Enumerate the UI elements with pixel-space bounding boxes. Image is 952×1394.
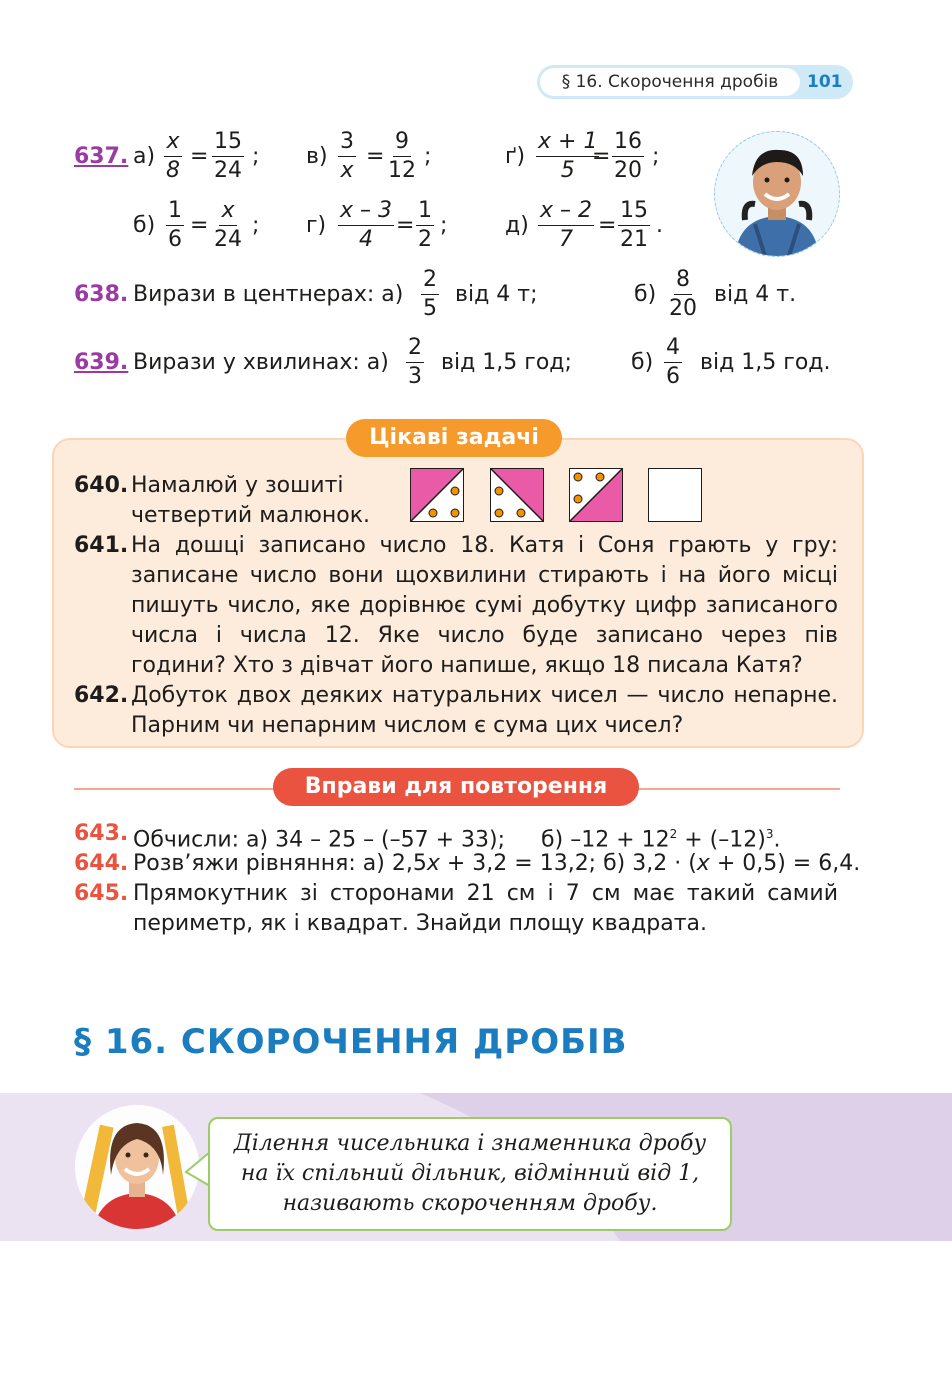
pattern-square-3 bbox=[569, 468, 623, 522]
pattern-square-empty bbox=[648, 468, 702, 522]
problem-642-text: Добуток двох деяких натуральних чисел — число непарне. Парним чи непарним числом є сума цих чисел? bbox=[131, 683, 838, 738]
equals-sign: = bbox=[190, 213, 209, 238]
fraction-638-a: $\frac{2}{5}$ bbox=[423, 267, 437, 321]
problem-643-text: Обчисли: а) 34 – 25 – (–57 + 33); б) $-12 + 12^2 + (-12)^3$. bbox=[133, 827, 781, 853]
page-number: 101 bbox=[807, 72, 843, 92]
running-header bbox=[537, 65, 853, 99]
repeat-exercises-title: Вправи для повторення bbox=[273, 768, 639, 806]
fraction-637-v-left: $\frac{3}{x}$ bbox=[340, 129, 354, 183]
boy-photo bbox=[714, 131, 840, 257]
fraction-637-a-left: $\frac{x}{8}$ bbox=[166, 129, 180, 183]
problem-640-line1: Намалюй у зошиті bbox=[131, 473, 344, 498]
label-637-g2: ґ) bbox=[505, 144, 526, 169]
label-638-b: б) bbox=[634, 282, 657, 307]
fraction-637-a-right: $\frac{15}{24}$ bbox=[214, 129, 242, 183]
equals-sign: = bbox=[598, 213, 617, 238]
problem-639-a-end: від 1,5 год; bbox=[441, 350, 572, 375]
fraction-639-a: $\frac{2}{3}$ bbox=[408, 335, 422, 389]
fraction-637-g2-left: $\frac{x + 1}{5}$ bbox=[538, 129, 598, 183]
fraction-638-b: $\frac{8}{20}$ bbox=[669, 267, 697, 321]
definition-line-1: Ділення чисельника і знаменника дробу bbox=[233, 1131, 707, 1156]
problem-644-text: Розв’яжи рівняння: а) 2,5x + 3,2 = 13,2; б) 3,2 · (x + 0,5) = 6,4. bbox=[133, 851, 861, 876]
fraction-637-d-right: $\frac{15}{21}$ bbox=[620, 198, 648, 252]
problem-641-text: На дошці записано число 18. Катя і Соня грають у гру: записане число вони щохвилини стирають і на його місці пишуть число, яке дорівнює сумі добутку цифр записаного числа і числа 12. Яке число буде записано через пів години? Хто з дівчат його напише, якщо 18 писала Катя? bbox=[131, 533, 838, 678]
interesting-problems-title: Цікаві задачі bbox=[346, 419, 562, 457]
equals-sign: = bbox=[592, 144, 611, 169]
equals-sign: = bbox=[396, 213, 415, 238]
label-639-b: б) bbox=[631, 350, 654, 375]
header-section-title: § 16. Скорочення дробів bbox=[540, 68, 800, 96]
fraction-637-g-left: $\frac{x - 3}{4}$ bbox=[340, 198, 393, 252]
label-637-g: г) bbox=[306, 213, 327, 238]
definition-text bbox=[220, 1129, 720, 1219]
fraction-637-g-right: $\frac{1}{2}$ bbox=[418, 198, 432, 252]
problem-number-640: 640. bbox=[74, 473, 129, 498]
problem-639-b-end: від 1,5 год. bbox=[700, 350, 831, 375]
punctuation: ; bbox=[424, 144, 432, 169]
problem-638-a-end: від 4 т; bbox=[455, 282, 538, 307]
fraction-637-g2-right: $\frac{16}{20}$ bbox=[614, 129, 642, 183]
problem-number-637: 637. bbox=[74, 144, 129, 169]
label-637-v: в) bbox=[306, 144, 328, 169]
girl-photo bbox=[75, 1105, 199, 1229]
problem-639-text: Вирази у хвилинах: а) bbox=[133, 350, 389, 375]
punctuation: ; bbox=[252, 144, 260, 169]
definition-line-2: на їх спільний дільник, відмінний від 1, bbox=[240, 1161, 700, 1186]
punctuation: ; bbox=[252, 213, 260, 238]
problem-number-642: 642. bbox=[74, 683, 129, 708]
definition-bubble bbox=[208, 1117, 732, 1231]
fraction-637-b-left: $\frac{1}{6}$ bbox=[168, 198, 182, 252]
section-title: § 16. СКОРОЧЕННЯ ДРОБІВ bbox=[74, 1022, 628, 1062]
equals-sign: = bbox=[190, 144, 209, 169]
problem-number-644: 644. bbox=[74, 851, 129, 876]
problem-number-639: 639. bbox=[74, 350, 129, 375]
problem-638-text: Вирази в центнерах: а) bbox=[133, 282, 404, 307]
punctuation: . bbox=[656, 213, 663, 238]
problem-645-text: Прямокутник зі сторонами 21 см і 7 см має такий самий периметр, як і квадрат. Знайди площу квадрата. bbox=[133, 881, 838, 936]
problem-638-b-end: від 4 т. bbox=[714, 282, 797, 307]
punctuation: ; bbox=[652, 144, 660, 169]
label-637-a: а) bbox=[133, 144, 156, 169]
definition-line-3: називають скороченням дробу. bbox=[282, 1191, 658, 1216]
fraction-637-v-right: $\frac{9}{12}$ bbox=[388, 129, 416, 183]
fraction-639-b: $\frac{4}{6}$ bbox=[666, 335, 680, 389]
label-637-b: б) bbox=[133, 213, 156, 238]
pattern-square-2 bbox=[490, 468, 544, 522]
equals-sign: = bbox=[366, 144, 385, 169]
problem-number-643: 643. bbox=[74, 821, 129, 846]
label-637-d: д) bbox=[505, 213, 529, 238]
problem-number-638: 638. bbox=[74, 282, 129, 307]
fraction-637-d-left: $\frac{x - 2}{7}$ bbox=[540, 198, 593, 252]
problem-640-line2: четвертий малюнок. bbox=[131, 503, 371, 528]
fraction-637-b-right: $\frac{x}{24}$ bbox=[214, 198, 242, 252]
problem-number-645: 645. bbox=[74, 881, 129, 906]
punctuation: ; bbox=[440, 213, 448, 238]
problem-number-641: 641. bbox=[74, 533, 129, 558]
pattern-square-1 bbox=[410, 468, 464, 522]
